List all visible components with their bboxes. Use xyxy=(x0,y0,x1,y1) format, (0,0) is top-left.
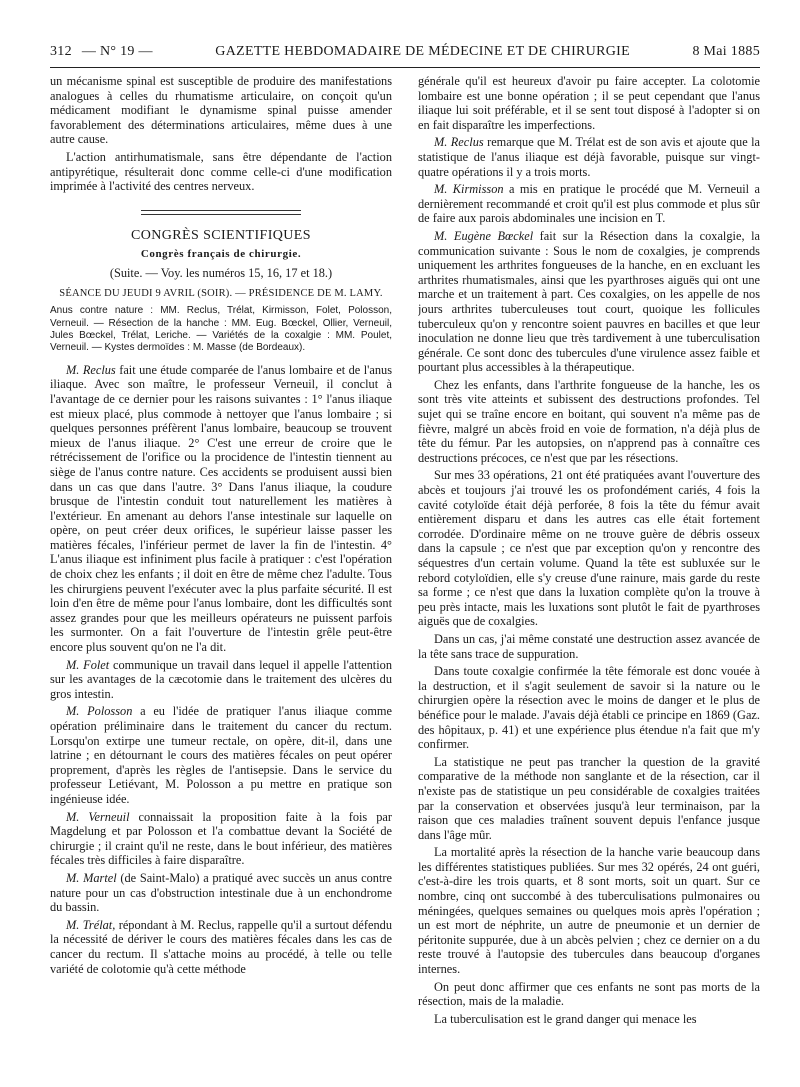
left-column xyxy=(50,74,392,1080)
seance-line: SÉANCE DU JEUDI 9 AVRIL (SOIR). — PRÉSIDENCE DE M. LAMY. xyxy=(59,287,383,299)
section-subtitle: Congrès français de chirurgie. xyxy=(140,248,302,261)
paragraph xyxy=(418,182,760,226)
paragraph xyxy=(50,658,392,702)
paragraph-text: On peut donc affirmer que ces enfants ne sont pas morts de la résection, mais de la maladie. xyxy=(418,979,760,1009)
paragraph xyxy=(418,755,760,843)
paragraph-text: Chez les enfants, dans l'arthrite fongueuse de la hanche, les os sont très vite atteints et subissent des destructions profondes. Tel sujet qui se traîne encore en boitant, qui souvent n'a même pas de fièvre, malgré un abcès froid en voie de formation, n'a déjà plus de tête du fémur. Par les autopsies, on n'apprend pas à connaître ces destructions précoces, ce n'est que par les résections. xyxy=(418,377,760,465)
issue-number: — N° 19 — xyxy=(81,44,153,59)
sommaire: Anus contre nature : MM. Reclus, Trélat, Kirmisson, Folet, Polosson, Verneuil. — Résection de la hanche : MM. Eug. Bœckel, Ollier, Verneuil, Jules Bœckel, Trélat, Leriche. — Variétés de la coxalgie : MM. Poulet, Verneuil. — Kystes dermoïdes : M. Masse (de Bordeaux). xyxy=(50,305,392,354)
paragraph-text: communique un travail dans lequel il appelle l'attention sur les avantages de la cæcotomie dans le traitement des ulcères du gros intestin. xyxy=(50,657,392,701)
paragraph-text: a eu l'idée de pratiquer l'anus iliaque comme opération préliminaire dans le traitement du cancer du rectum. Lorsqu'on extirpe une tumeur rectale, on opère, dit-il, dans une latrine ; en détournant le cours des matières fécales on peut opérer proprement, d'après les règles de l'antisepsie. Dans le service du professeur Letiévant, M. Polosson a pu mettre en pratique son ingénieuse idée. xyxy=(50,704,392,806)
paragraph xyxy=(418,664,760,752)
paragraph xyxy=(418,632,760,661)
speaker-name: M. Polosson xyxy=(66,704,133,719)
section-title: CONGRÈS SCIENTIFIQUES xyxy=(131,227,311,243)
speaker-name: M. Verneuil xyxy=(66,809,130,824)
paragraph xyxy=(418,378,760,466)
issue-date: 8 Mai 1885 xyxy=(692,44,760,59)
section-continuation: (Suite. — Voy. les numéros 15, 16, 17 et 18.) xyxy=(109,265,333,280)
paragraph-text: fait sur la Résection dans la coxalgie, la communication suivante : Sous le nom de coxalgies, je comprends uniquement les arthrites fongueuses de la hanche, en en excluant les arthrites rhumatismales, ainsi que les pyarthroses aiguës qui ont une marche et un traitement à part. Ces coxalgies, on les appelle de nos jours arthrites tuberculeuses tout court, quoique les follicules tuberculeux qu'on y rencontre soient pauvres en bacilles et que leur inoculation ne donne lieu que très tardivement à une tuberculisation générale. Ce sont donc des tubercules d'une virulence assez faible et pourtant plus accessibles à la thérapeutique. xyxy=(418,228,760,375)
paragraph-text: Sur mes 33 opérations, 21 ont été pratiquées avant l'ouverture des abcès et toujours j'ai trouvé les os profondément cariés, 4 fois la cavité cotyloïde était déjà perforée, 8 fois la tête du fémur avait entièrement disparu et dans les autres cas elle était fortement corrodée. D'ordinaire même on ne trouve guère de débris osseux dans la capsule ; ce n'est que par exception qu'on y rencontre des séquestres d'un certain volume. Quand la tête est subluxée sur le rebord cotyloïdien, elle s'y creuse d'une rainure, mais garde du reste sa forme ; ce n'est que dans la luxation complète qu'on la trouve à peu près intacte, mais les luxations sont plutôt le fait de pyarthroses aiguës que de coxalgies. xyxy=(418,468,760,629)
paragraph-text: remarque que M. Trélat est de son avis et ajoute que la statistique de l'anus iliaque est déjà favorable, puisque sur vingt-quatre opérations il y a trois morts. xyxy=(418,135,760,179)
speaker-name: M. Eugène Bœckel xyxy=(434,228,534,243)
page-number: 312 xyxy=(50,44,72,59)
paragraph-text: , répondant à M. Reclus, rappelle qu'il a surtout défendu la nécessité de dériver le cours des matières fécales dans les cas de cancer du rectum. Il s'attache moins au procédé, à telle ou telle variété de colotomie qu'à cette méthode xyxy=(50,917,392,976)
paragraph xyxy=(418,1012,760,1027)
section-separator xyxy=(141,210,301,215)
paragraph-text: Dans toute coxalgie confirmée la tête fémorale est donc vouée à la destruction, et il s'agit seulement de savoir si la nature ou le chirurgien opère la résection avec le moins de danger et le plus de bénéfice pour le malade. J'avais déjà établi ce principe en 1869 (Gaz. des hôpitaux, p. 41) et une expérience plus étendue n'a fait que m'y confirmer. xyxy=(418,664,760,752)
right-column xyxy=(418,74,760,1080)
paragraph xyxy=(418,468,760,629)
speaker-name: M. Trélat xyxy=(66,917,113,932)
speaker-name: M. Martel xyxy=(66,870,117,885)
paragraph xyxy=(418,74,760,132)
paragraph-text: générale qu'il est heureux d'avoir pu faire accepter. La colotomie lombaire est une bonne opération ; il se peut cependant que l'anus iliaque lui soit préférable, et il se sent tout disposé à l'adopter si on en fait disparaître les imperfections. xyxy=(418,74,760,132)
paragraph xyxy=(50,871,392,915)
speaker-name: M. Reclus xyxy=(66,362,116,377)
paragraph-text: La mortalité après la résection de la hanche varie beaucoup dans les différentes statistiques publiées. Sur mes 32 opérés, 24 ont guéri, c'est-à-dire les trois quarts, et 8 sont morts, soit un quart. Sur ce nombre, cinq ont succombé à des tuberculisations pulmonaires ou méningées, quelques semaines ou quelques mois après l'opération ; un est mort de néphrite, un autre de pneumonie et un dernier de péritonite suppurée, due à un abcès pelvien ; chez ce dernier on a du reste trouvé à l'autopsie des tubercules dans beaucoup d'organes internes. xyxy=(418,845,760,977)
paragraph-text: La tuberculisation est le grand danger qui menace les xyxy=(434,1011,697,1026)
paragraph xyxy=(418,135,760,179)
paragraph xyxy=(50,918,392,976)
paragraph xyxy=(418,229,760,375)
paragraph-text: Dans un cas, j'ai même constaté une destruction assez avancée de la tête sans trace de suppuration. xyxy=(418,631,760,661)
speaker-name: M. Folet xyxy=(66,657,110,672)
intro-paragraph-1: un mécanisme spinal est susceptible de produire des manifestations analogues à celles du rhumatisme articulaire, on conçoit qu'un médicament modifiant le dynamisme spinal puisse amender favorablement des déterminations articulaires, même dues à une autre cause. xyxy=(50,74,392,147)
speaker-name: M. Reclus xyxy=(434,135,484,150)
paragraph xyxy=(418,980,760,1009)
paragraph xyxy=(50,810,392,868)
paragraph-text: (de Saint-Malo) a pratiqué avec succès un anus contre nature pour un cas d'obstruction intestinale due à un enchondrome du bassin. xyxy=(50,870,392,915)
paragraph xyxy=(50,363,392,655)
paragraph-text: La statistique ne peut pas trancher la question de la gravité comparative de la méthode non sanglante et de la résection, car il n'existe pas de statistique un peu considérable de coxalgies traitées par la conservation et observées jusqu'à leur terminaison, par la raison que ces maladies traînent souvent depuis l'enfance jusque dans l'âge mûr. xyxy=(418,754,760,842)
paragraph xyxy=(50,704,392,806)
paragraph-text: a mis en pratique le procédé que M. Verneuil a dernièrement recommandé et croit qu'il est plus commode et plus sûr de faire aux parois abdominales une incision en T. xyxy=(418,182,760,226)
page-header xyxy=(50,40,760,64)
right-paragraphs xyxy=(418,74,760,1026)
journal-title: GAZETTE HEBDOMADAIRE DE MÉDECINE ET DE CHIRURGIE xyxy=(215,44,630,59)
left-paragraphs xyxy=(50,363,392,976)
intro-paragraph-2: L'action antirhumatismale, sans être dépendante de l'action antipyrétique, résulterait donc comme celle-ci d'une modification imprimée à l'activité des centres nerveux. xyxy=(50,149,392,194)
paragraph-text: connaissait la proposition faite à la fois par Magdelung et par Polosson et l'a combattue devant la Société de chirurgie ; il craint qu'il ne reste, dans le bout inférieur, des matières fécales très difficiles à faire disparaître. xyxy=(50,809,392,868)
header-rule xyxy=(50,67,760,68)
speaker-name: M. Kirmisson xyxy=(434,182,504,197)
paragraph xyxy=(418,845,760,976)
paragraph-text: fait une étude comparée de l'anus lombaire et de l'anus iliaque. Avec son maître, le professeur Verneuil, il conclut à l'avantage de ce dernier pour les raisons suivantes : 1° l'anus iliaque est mieux placé, plus commode à nettoyer que l'anus lombaire ; si quelques personnes préfèrent l'anus lombaire, beaucoup se trouvent mieux de l'anus iliaque. 2° C'est une erreur de croire que le rétrécissement de l'orifice ou la procidence de l'intestin tiennent au siège de l'anus contre nature. Ces accidents se produisent aussi bien dans un cas que dans l'autre. 3° Dans l'anus iliaque, la coudure brusque de l'intestin conduit tout naturellement les matières à l'extérieur. En amenant au dehors l'anse intestinale sur laquelle on opère, on peut créer deux orifices, le supérieur laisse passer les matières fécales, l'inférieur permet de laver la fin de l'intestin. 4° L'anus iliaque est infiniment plus facile à pratiquer : c'est l'opération de choix chez les enfants ; il doit en être de même chez l'adulte. Tous les chirurgiens peuvent l'exécuter avec la plus parfaite sécurité. Il est loin d'en être de même pour l'anus lombaire, dont les difficultés sont assez grandes pour que les meilleurs opérateurs ne puissent parfois les surmonter. On a fait l'ouverture de l'intestin grêle peut-être encore plus souvent qu'on ne l'a dit. xyxy=(50,362,392,655)
